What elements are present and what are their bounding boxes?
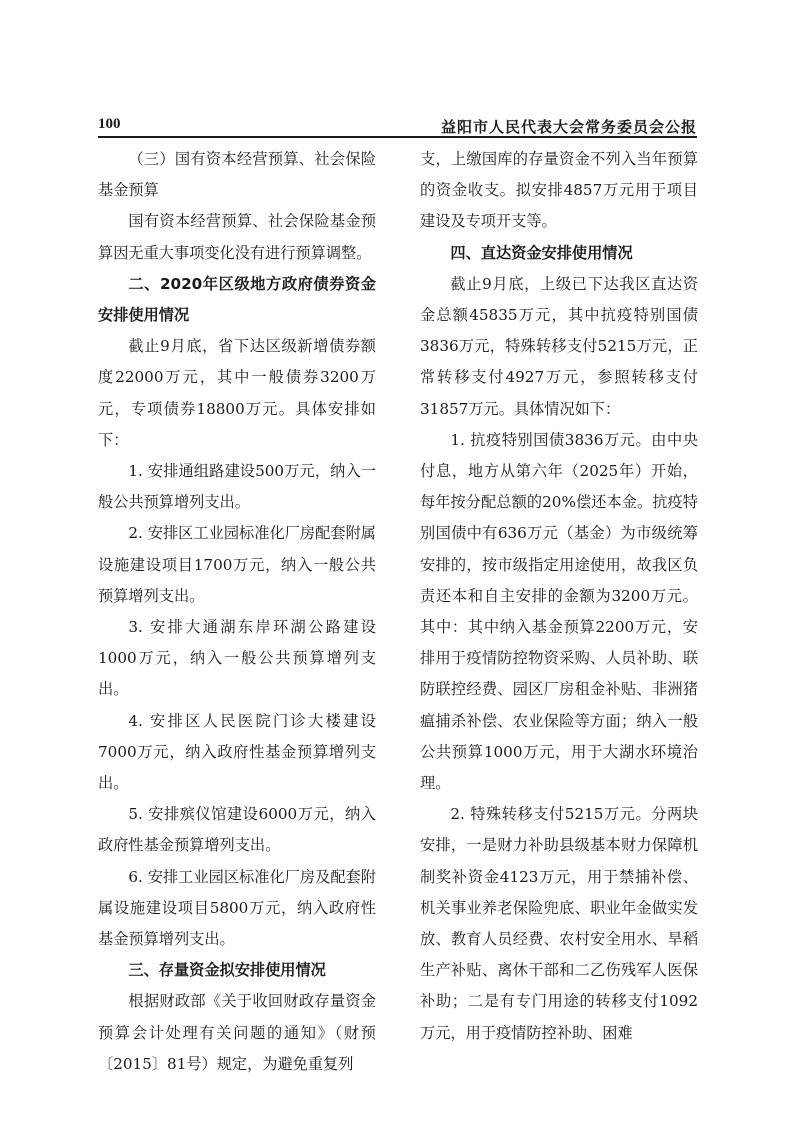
list-item: 4. 安排区人民医院门诊大楼建设7000万元，纳入政府性基金预算增列支出。 [98, 711, 376, 793]
paragraph: 截止9月底，省下达区级新增债券额度22000万元，其中一般债券3200万元，专项债券18800万元。具体安排如下： [98, 337, 376, 449]
paragraph-continued: 支，上缴国库的存量资金不列入当年预算的资金收支。拟安排4857万元用于项目建设及专项开支等。 [420, 150, 698, 231]
list-item: 6. 安排工业园区标准化厂房及配套附属设施建设项目5800万元，纳入政府性基金预算增列支出。 [98, 867, 376, 949]
list-item: 2. 安排区工业园标准化厂房配套附属设施建设项目1700万元，纳入一般公共预算增列支出。 [98, 524, 376, 605]
paragraph: 国有资本经营预算、社会保险基金预算因无重大事项变化没有进行预算调整。 [98, 212, 376, 262]
list-item: 1. 安排通组路建设500万元，纳入一般公共预算增列支出。 [98, 462, 376, 512]
list-item: 1. 抗疫特别国债3836万元。由中央付息，地方从第六年（2025年）开始，每年按分配总额的20%偿还本金。抗疫特别国债中有636万元（基金）为市级统筹安排的，按市级指定用途使用，故我区负责还本和自主安排的金额为3200万元。其中：其中纳入基金预算2200万元，安排用于疫情防控物资采购、人员补助、联防联控经费、园区厂房租金补贴、非洲猪瘟捕杀补偿、农业保险等方面；纳入一般公共预算1000万元，用于大湖水环境治理。 [420, 430, 698, 793]
left-column [98, 144, 376, 1080]
list-item: 5. 安排殡仪馆建设6000万元，纳入政府性基金预算增列支出。 [98, 805, 376, 855]
section-heading: 三、存量资金拟安排使用情况 [128, 961, 326, 980]
section-heading: 四、直达资金安排使用情况 [450, 243, 633, 262]
header-rule [98, 136, 697, 138]
list-item: 2. 特殊转移支付5215万元。分两块安排，一是财力补助县级基本财力保障机制奖补资金4123万元，用于禁捕补偿、机关事业养老保险兜底、职业年金做实发放、教育人员经费、农村安全用水、旱稻生产补贴、离休干部和二乙伤残军人医保补助；二是有专门用途的转移支付1092万元，用于疫情防控补助、困难 [420, 805, 698, 1042]
list-item: 3. 安排大通湖东岸环湖公路建设1000万元，纳入一般公共预算增列支出。 [98, 618, 376, 699]
section-subheading: （三）国有资本经营预算、社会保险基金预算 [98, 150, 376, 200]
paragraph: 根据财政部《关于收回财政存量资金预算会计处理有关问题的通知》（财预〔2015〕81号）规定，为避免重复列 [98, 992, 376, 1073]
section-heading: 二、2020年区级地方政府债券资金安排使用情况 [98, 274, 376, 325]
page-number: 100 [98, 116, 121, 132]
journal-title: 益阳市人民代表大会常务委员会公报 [440, 118, 697, 136]
paragraph: 截止9月底，上级已下达我区直达资金总额45835万元，其中抗疫特别国债3836万元，特殊转移支付5215万元，正常转移支付4927万元，参照转移支付31857万元。具体情况如下： [420, 274, 698, 418]
right-column [420, 144, 698, 1049]
